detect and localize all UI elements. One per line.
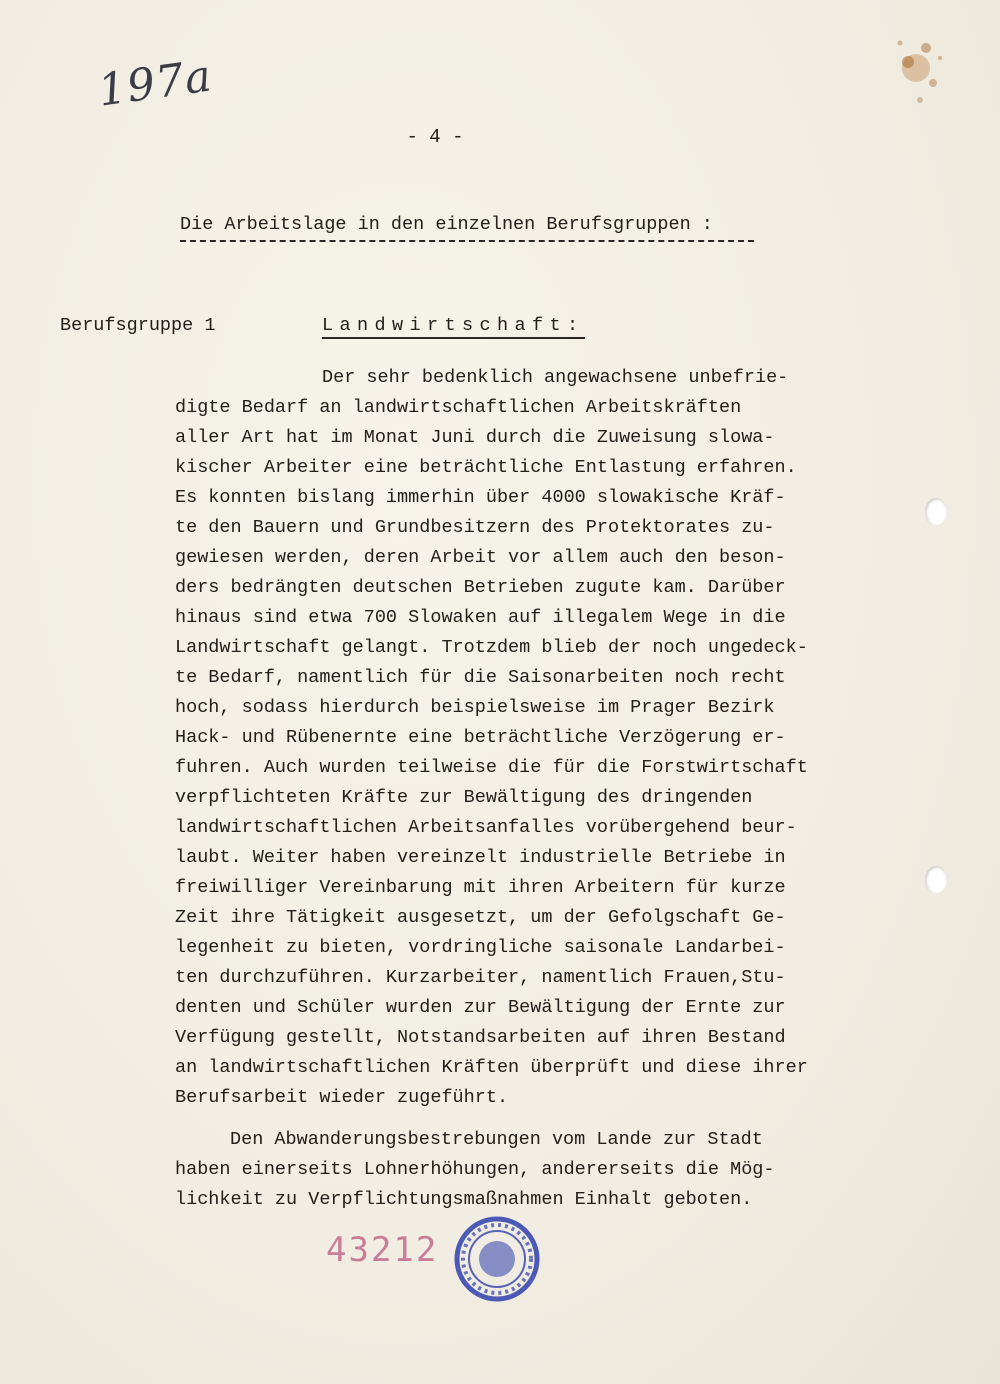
text-line: gewiesen werden, deren Arbeit vor allem auch den beson- — [175, 547, 786, 568]
foxing-stain — [878, 28, 958, 118]
text-line: ders bedrängten deutschen Betrieben zugute kam. Darüber — [175, 577, 786, 598]
text-line: verpflichteten Kräfte zur Bewältigung des dringenden — [175, 787, 753, 808]
text-line: legenheit zu bieten, vordringliche saisonale Landarbei- — [175, 937, 786, 958]
text-line: kischer Arbeiter eine beträchtliche Entlastung erfahren. — [175, 457, 797, 478]
text-line: te den Bauern und Grundbesitzern des Protektorates zu- — [175, 517, 775, 538]
text-line: hoch, sodass hierdurch beispielsweise im Prager Bezirk — [175, 697, 775, 718]
group-label: Berufsgruppe 1 — [60, 315, 216, 336]
text-line: digte Bedarf an landwirtschaftlichen Arbeitskräften — [175, 397, 742, 418]
text-line: fuhren. Auch wurden teilweise die für die Forstwirtschaft — [175, 757, 808, 778]
text-line: hinaus sind etwa 700 Slowaken auf illegalem Wege in die — [175, 607, 786, 628]
text-line: denten und Schüler wurden zur Bewältigung der Ernte zur — [175, 997, 786, 1018]
text-line: Zeit ihre Tätigkeit ausgesetzt, um der Gefolgschaft Ge- — [175, 907, 786, 928]
text-line: laubt. Weiter haben vereinzelt industrielle Betriebe in — [175, 847, 786, 868]
paragraph-gap — [175, 1113, 865, 1125]
punch-hole-top — [925, 498, 947, 526]
text-line: ten durchzuführen. Kurzarbeiter, namentlich Frauen,Stu- — [175, 967, 786, 988]
page-number: - 4 - — [406, 126, 464, 148]
text-line: an landwirtschaftlichen Kräften überprüft und diese ihrer — [175, 1057, 808, 1078]
text-line: haben einerseits Lohnerhöhungen, andererseits die Mög- — [175, 1159, 775, 1180]
archive-number-stamp: 43212 — [326, 1230, 439, 1270]
group-name: Landwirtschaft: — [322, 315, 585, 339]
text-line: Verfügung gestellt, Notstandsarbeiten auf ihren Bestand — [175, 1027, 786, 1048]
text-line: Landwirtschaft gelangt. Trotzdem blieb der noch ungedeck- — [175, 637, 808, 658]
body-text — [175, 363, 865, 1215]
text-line: landwirtschaftlichen Arbeitsanfalles vorübergehend beur- — [175, 817, 797, 838]
handwritten-annotation: 197a — [95, 50, 216, 117]
punch-hole-bottom — [925, 866, 947, 894]
section-title: Die Arbeitslage in den einzelnen Berufsgruppen : — [180, 214, 713, 235]
text-line: Hack- und Rübenernte eine beträchtliche Verzögerung er- — [175, 727, 786, 748]
text-line: freiwilliger Vereinbarung mit ihren Arbeitern für kurze — [175, 877, 786, 898]
title-underline — [180, 240, 754, 242]
text-line: te Bedarf, namentlich für die Saisonarbeiten noch recht — [175, 667, 786, 688]
text-line: Berufsarbeit wieder zugeführt. — [175, 1087, 509, 1108]
text-line: lichkeit zu Verpflichtungsmaßnahmen Einhalt geboten. — [175, 1189, 753, 1210]
text-line: Den Abwanderungsbestrebungen vom Lande zur Stadt — [230, 1129, 763, 1150]
text-line: Es konnten bislang immerhin über 4000 slowakische Kräf- — [175, 487, 786, 508]
text-line: aller Art hat im Monat Juni durch die Zuweisung slowa- — [175, 427, 775, 448]
text-line: Der sehr bedenklich angewachsene unbefrie- — [322, 367, 789, 388]
library-seal-stamp — [452, 1214, 542, 1304]
